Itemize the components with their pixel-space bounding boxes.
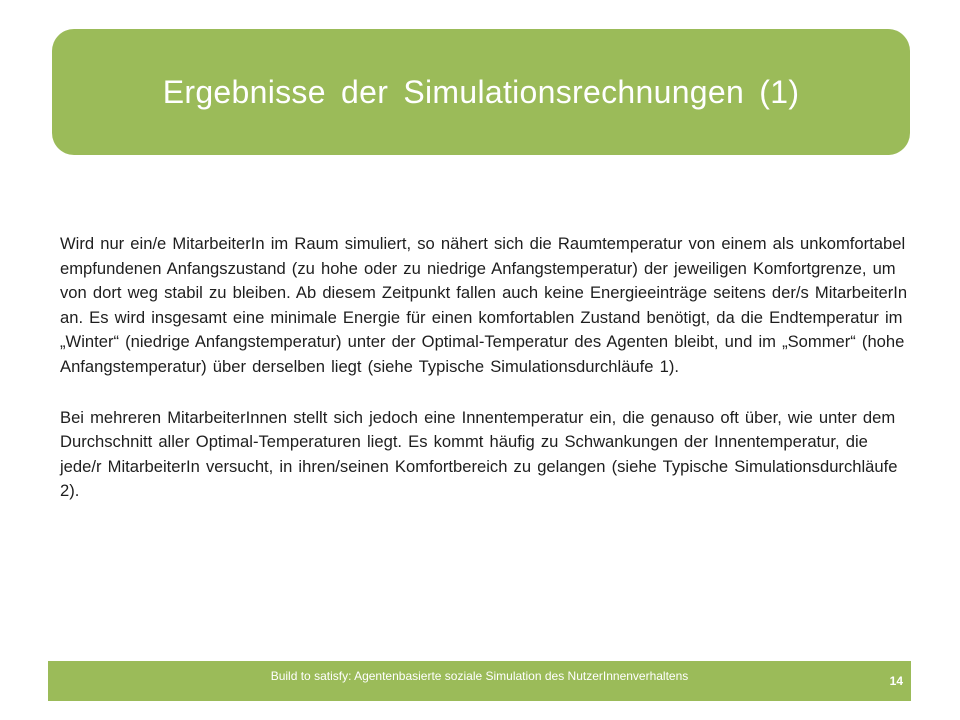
footer-text: Build to satisfy: Agentenbasierte soziale Simulation des NutzerInnenverhaltens bbox=[270, 669, 689, 683]
slide-title: Ergebnisse der Simulationsrechnungen (1) bbox=[162, 73, 800, 110]
footer-bar bbox=[48, 661, 911, 701]
page-number: 14 bbox=[889, 674, 903, 688]
paragraph-single-employee: Wird nur ein/e MitarbeiterIn im Raum simuliert, so nähert sich die Raumtemperatur von einem als unkomfortabel empfundenen Anfangszustand (zu hohe oder zu niedrige Anfangstemperatur) der jeweiligen Komfortgrenze, um von dort weg stabil zu bleiben. Ab diesem Zeitpunkt fallen auch keine Energieeinträge seitens der/s MitarbeiterIn an. Es wird insgesamt eine minimale Energie für einen komfortablen Zustand benötigt, da die Endtemperatur im „Winter“ (niedrige Anfangstemperatur) unter der Optimal-Temperatur des Agenten bleibt, und im „Sommer“ (hohe Anfangstemperatur) über derselben liegt (siehe Typische Simulationsdurchläufe 1). bbox=[60, 234, 908, 376]
title-banner bbox=[52, 29, 910, 155]
slide-body bbox=[60, 232, 910, 504]
paragraph-multiple-employees: Bei mehreren MitarbeiterInnen stellt sich jedoch eine Innentemperatur ein, die genauso oft über, wie unter dem Durchschnitt aller Optimal-Temperaturen liegt. Es kommt häufig zu Schwankungen der Innentemperatur, die jede/r MitarbeiterIn versucht, in ihren/seinen Komfortbereich zu gelangen (siehe Typische Simulationsdurchläufe 2). bbox=[60, 407, 898, 501]
